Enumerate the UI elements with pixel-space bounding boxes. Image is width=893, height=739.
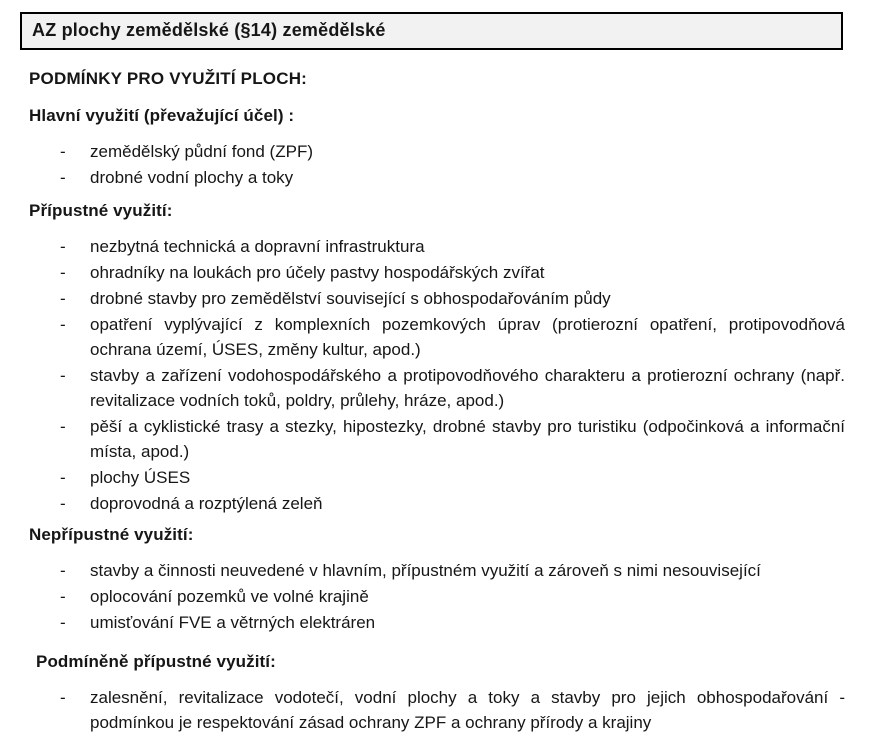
list-item-text: stavby a zařízení vodohospodářského a protipovodňového charakteru a protierozní ochrany (např. revitalizace vodních toků, poldry, průlehy, hráze, apod.) <box>90 366 845 410</box>
zone-title-box <box>20 12 843 50</box>
list-item-text: pěší a cyklistické trasy a stezky, hipostezky, drobné stavby pro turistiku (odpočinková a informační místa, apod.) <box>90 417 845 461</box>
list-item-text: doprovodná a rozptýlená zeleň <box>90 494 323 513</box>
list-item-text: plochy ÚSES <box>90 468 191 487</box>
list-item <box>60 286 845 311</box>
dash-bullet: - <box>60 587 66 606</box>
dash-bullet: - <box>60 168 66 187</box>
list-item-text: umisťování FVE a větrných elektráren <box>90 613 376 632</box>
list-item <box>60 260 845 285</box>
dash-bullet: - <box>60 237 66 256</box>
section-heading-hlavni-vyuziti: Hlavní využití (převažující účel) : <box>29 106 295 125</box>
section-heading-pripustne-vyuziti: Přípustné využití: <box>29 201 173 220</box>
dash-bullet: - <box>60 315 66 334</box>
list-item-text: zemědělský půdní fond (ZPF) <box>90 142 313 161</box>
list-item-text: nezbytná technická a dopravní infrastruktura <box>90 237 425 256</box>
section-heading-nepripustne-vyuziti: Nepřípustné využití: <box>29 525 194 544</box>
dash-bullet: - <box>60 468 66 487</box>
dash-bullet: - <box>60 613 66 632</box>
list-item <box>60 139 845 164</box>
list-item <box>60 558 845 583</box>
dash-bullet: - <box>60 417 66 436</box>
list-pripustne-vyuziti <box>0 234 845 516</box>
list-hlavni-vyuziti <box>0 139 845 190</box>
list-item-text: drobné vodní plochy a toky <box>90 168 294 187</box>
list-item <box>60 363 845 413</box>
list-item-text: zalesnění, revitalizace vodotečí, vodní plochy a toky a stavby pro jejich obhospodařování - podmínkou je respektování zásad ochrany ZPF a ochrany přírody a krajiny <box>90 688 845 732</box>
dash-bullet: - <box>60 688 66 707</box>
list-item <box>60 685 845 735</box>
list-item-text: ohradníky na loukách pro účely pastvy hospodářských zvířat <box>90 263 545 282</box>
main-title: PODMÍNKY PRO VYUŽITÍ PLOCH: <box>29 69 308 88</box>
dash-bullet: - <box>60 142 66 161</box>
list-item <box>60 491 845 516</box>
list-nepripustne-vyuziti <box>0 558 845 635</box>
list-item-text: opatření vyplývající z komplexních pozemkových úprav (protierozní opatření, protipovodňová ochrana území, ÚSES, změny kultur, apod.) <box>90 315 845 359</box>
list-item <box>60 465 845 490</box>
dash-bullet: - <box>60 494 66 513</box>
list-item-text: stavby a činnosti neuvedené v hlavním, přípustném využití a zároveň s nimi nesouvisející <box>90 561 761 580</box>
list-item <box>60 414 845 464</box>
dash-bullet: - <box>60 561 66 580</box>
dash-bullet: - <box>60 289 66 308</box>
list-item <box>60 610 845 635</box>
list-item <box>60 312 845 362</box>
list-podminene-pripustne-vyuziti <box>0 685 845 735</box>
dash-bullet: - <box>60 263 66 282</box>
zone-title: AZ plochy zemědělské (§14) zemědělské <box>32 20 386 40</box>
list-item-text: drobné stavby pro zemědělství související s obhospodařováním půdy <box>90 289 611 308</box>
list-item-text: oplocování pozemků ve volné krajině <box>90 587 369 606</box>
list-item <box>60 234 845 259</box>
list-item <box>60 165 845 190</box>
section-heading-podminene-pripustne-vyuziti: Podmíněně přípustné využití: <box>36 652 276 671</box>
dash-bullet: - <box>60 366 66 385</box>
list-item <box>60 584 845 609</box>
